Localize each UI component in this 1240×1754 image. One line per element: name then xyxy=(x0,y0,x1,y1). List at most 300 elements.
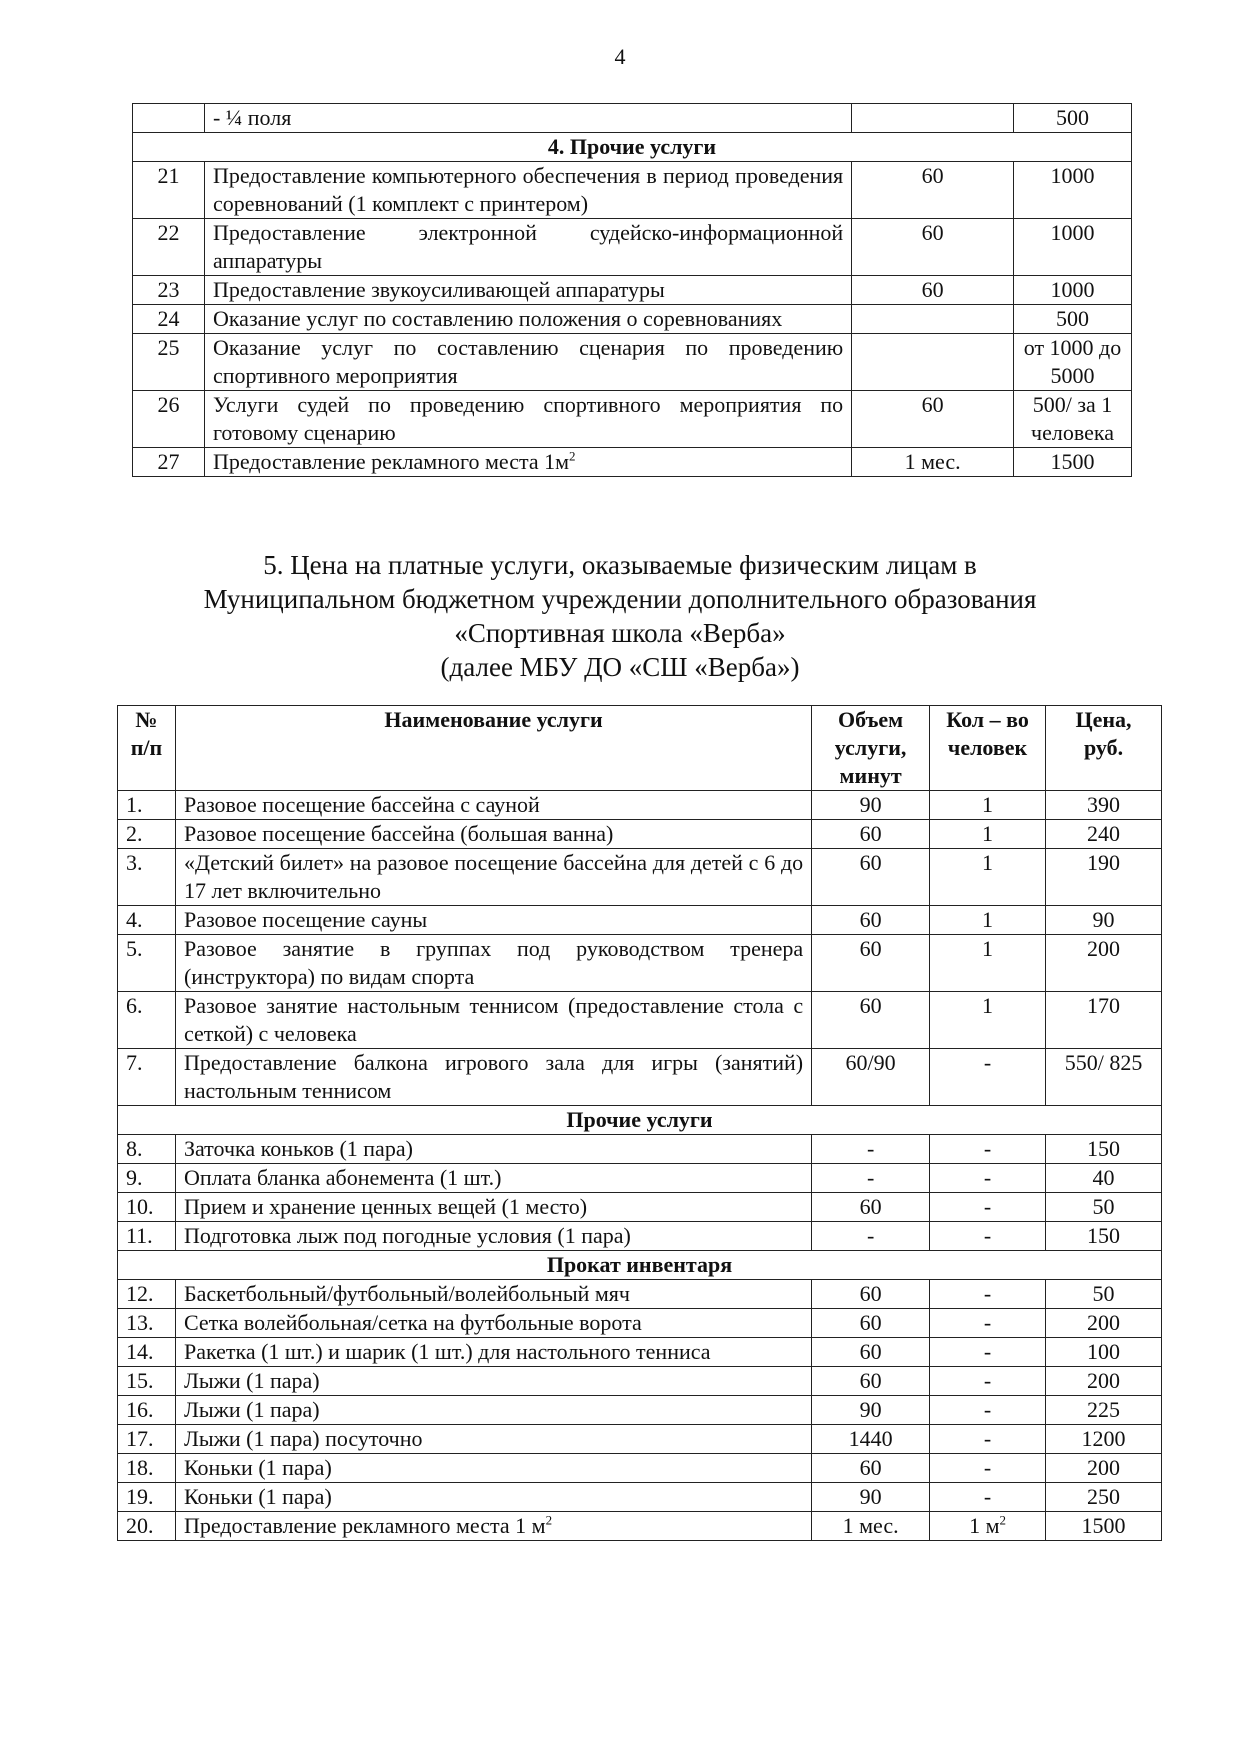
row-number xyxy=(133,276,205,305)
service-price: 500 xyxy=(1014,104,1132,133)
table-row xyxy=(133,219,1132,276)
service-price-text: 1000 xyxy=(1050,220,1095,245)
row-number-text: 2. xyxy=(126,821,143,846)
table-row xyxy=(118,906,1162,935)
people-count xyxy=(930,1135,1046,1164)
service-volume-text: 1 мес. xyxy=(904,449,961,474)
people-count-text: - xyxy=(983,1484,992,1509)
service-description-text: Лыжи (1 пара) xyxy=(183,1397,320,1422)
heading-line: «Спортивная школа «Верба» xyxy=(454,618,786,648)
service-volume xyxy=(852,305,1014,334)
service-volume-text: 60 xyxy=(859,821,882,846)
table-row xyxy=(118,1222,1162,1251)
row-number-text: 17. xyxy=(126,1426,154,1451)
service-description xyxy=(175,1367,811,1396)
people-count xyxy=(930,849,1046,906)
section-row xyxy=(133,133,1132,162)
people-count xyxy=(930,1367,1046,1396)
service-description-text: Прием и хранение ценных вещей (1 место) xyxy=(183,1194,588,1219)
people-count-text: - xyxy=(983,1426,992,1451)
service-price xyxy=(1014,162,1132,219)
service-volume xyxy=(812,791,930,820)
service-volume-text: - xyxy=(866,1136,875,1161)
row-number-text: 13. xyxy=(126,1310,154,1335)
row-number-text: 4. xyxy=(126,907,143,932)
people-count xyxy=(930,1454,1046,1483)
section-row xyxy=(118,1106,1162,1135)
section-heading xyxy=(0,548,1240,684)
service-price xyxy=(1046,1049,1162,1106)
people-count-text: - xyxy=(983,1050,992,1075)
service-description-text: Предоставление звукоусиливающей аппаратуры xyxy=(212,277,665,302)
col-header-price: Цена, руб. xyxy=(1046,706,1162,791)
people-count-text: 1 xyxy=(982,936,994,961)
service-description-text: Предоставление компьютерного обеспечения в период проведения соревнований (1 комплект с принтером) xyxy=(212,163,844,216)
people-count xyxy=(930,1280,1046,1309)
superscript: 2 xyxy=(545,1512,553,1528)
service-description xyxy=(204,334,851,391)
service-description-text: Услуги судей по проведению спортивного мероприятия по готовому сценарию xyxy=(212,392,844,445)
service-description xyxy=(175,1338,811,1367)
row-number-text: 21 xyxy=(157,163,180,188)
table-row xyxy=(118,1309,1162,1338)
service-price xyxy=(1046,1425,1162,1454)
service-price-text: 390 xyxy=(1087,792,1121,817)
service-description-text: Лыжи (1 пара) посуточно xyxy=(183,1426,423,1451)
service-description xyxy=(204,305,851,334)
service-price xyxy=(1046,992,1162,1049)
people-count-text: - xyxy=(983,1281,992,1306)
col-header-volume: Объем услуги, минут xyxy=(812,706,930,791)
table-row xyxy=(118,1483,1162,1512)
row-number xyxy=(118,849,176,906)
row-number xyxy=(118,1135,176,1164)
row-number-text: 16. xyxy=(126,1397,154,1422)
row-number xyxy=(118,1164,176,1193)
service-volume-text: 60 xyxy=(859,1281,882,1306)
row-number xyxy=(118,935,176,992)
superscript: 2 xyxy=(569,448,576,464)
row-number-text: 23 xyxy=(157,277,180,302)
service-description-text: Предоставление электронной судейско-информационной аппаратуры xyxy=(212,220,844,273)
people-count-text: 1 xyxy=(982,850,994,875)
people-count xyxy=(930,1512,1046,1541)
service-price-text: 1000 xyxy=(1050,163,1095,188)
table-row xyxy=(133,334,1132,391)
service-price xyxy=(1014,391,1132,448)
row-number-text: 22 xyxy=(157,220,180,245)
row-number-text: 12. xyxy=(126,1281,154,1306)
row-number xyxy=(133,334,205,391)
heading-line: (далее МБУ ДО «СШ «Верба») xyxy=(440,652,800,682)
people-count xyxy=(930,1338,1046,1367)
service-price-text: 1200 xyxy=(1081,1426,1126,1451)
people-count xyxy=(930,1425,1046,1454)
service-price xyxy=(1014,305,1132,334)
service-description xyxy=(204,276,851,305)
service-description xyxy=(175,1396,811,1425)
service-volume-text: 90 xyxy=(859,1484,882,1509)
service-description-text: Разовое посещение бассейна с сауной xyxy=(183,792,540,817)
service-description xyxy=(175,820,811,849)
row-number-text: 3. xyxy=(126,850,143,875)
people-count-text: - xyxy=(983,1223,992,1248)
service-volume xyxy=(812,1367,930,1396)
row-number xyxy=(133,162,205,219)
people-count xyxy=(930,1309,1046,1338)
service-volume xyxy=(852,448,1014,477)
service-volume xyxy=(812,1309,930,1338)
service-price-text: 500 xyxy=(1056,306,1089,331)
service-price-text: 225 xyxy=(1087,1397,1121,1422)
service-volume-text: 60 xyxy=(859,850,882,875)
service-description xyxy=(175,1454,811,1483)
table-row xyxy=(133,276,1132,305)
service-price-text: 1500 xyxy=(1050,449,1095,474)
service-volume xyxy=(812,1396,930,1425)
service-price xyxy=(1046,935,1162,992)
service-price xyxy=(1046,1338,1162,1367)
service-description xyxy=(175,1222,811,1251)
service-price xyxy=(1046,1280,1162,1309)
service-description-text: Разовое занятие в группах под руководством тренера (инструктора) по видам спорта xyxy=(183,936,804,989)
section-title: Прочие услуги xyxy=(118,1106,1162,1135)
service-price-text: 170 xyxy=(1087,993,1121,1018)
service-price xyxy=(1046,820,1162,849)
service-volume-text: 60 xyxy=(921,277,944,302)
row-number-text: 24 xyxy=(157,306,180,331)
row-number xyxy=(118,820,176,849)
row-number xyxy=(118,1512,176,1541)
service-description xyxy=(175,1049,811,1106)
row-number xyxy=(118,992,176,1049)
people-count xyxy=(930,1193,1046,1222)
service-description-text: Коньки (1 пара) xyxy=(183,1455,332,1480)
service-price xyxy=(1046,1512,1162,1541)
service-price xyxy=(1046,1309,1162,1338)
section-row xyxy=(118,1251,1162,1280)
service-volume xyxy=(852,219,1014,276)
service-volume xyxy=(812,1483,930,1512)
people-count-text: 1 xyxy=(982,993,994,1018)
service-description xyxy=(175,935,811,992)
service-volume-text: 60 xyxy=(859,907,882,932)
service-price xyxy=(1046,1396,1162,1425)
people-count xyxy=(930,1483,1046,1512)
service-volume xyxy=(812,849,930,906)
row-number xyxy=(133,219,205,276)
service-price-text: 50 xyxy=(1092,1281,1115,1306)
table-row xyxy=(133,391,1132,448)
people-count-text: - xyxy=(983,1397,992,1422)
service-price xyxy=(1046,1454,1162,1483)
row-number xyxy=(118,1483,176,1512)
service-description xyxy=(204,162,851,219)
section-title: Прокат инвентаря xyxy=(118,1251,1162,1280)
service-description-text: Заточка коньков (1 пара) xyxy=(183,1136,413,1161)
service-description-text: Предоставление рекламного места 1 м xyxy=(183,1513,546,1538)
people-count-text: - xyxy=(983,1165,992,1190)
service-price-text: 40 xyxy=(1092,1165,1115,1190)
service-volume-text: 1440 xyxy=(848,1426,893,1451)
row-number xyxy=(118,1280,176,1309)
service-volume xyxy=(812,1049,930,1106)
service-description-text: Разовое занятие настольным теннисом (предоставление стола с сеткой) с человека xyxy=(183,993,804,1046)
service-volume xyxy=(852,162,1014,219)
people-count xyxy=(930,1396,1046,1425)
table-row xyxy=(118,1193,1162,1222)
table-row xyxy=(118,1396,1162,1425)
service-volume xyxy=(812,935,930,992)
row-number-text: 14. xyxy=(126,1339,154,1364)
row-number-text: 5. xyxy=(126,936,143,961)
services-table-continued xyxy=(132,103,1132,477)
service-description-text: «Детский билет» на разовое посещение бассейна для детей с 6 до 17 лет включительно xyxy=(183,850,804,903)
service-description xyxy=(175,992,811,1049)
service-price-text: от 1000 до 5000 xyxy=(1023,335,1122,388)
service-price-text: 90 xyxy=(1092,907,1115,932)
row-number-text: 25 xyxy=(157,335,180,360)
superscript: 2 xyxy=(999,1512,1007,1528)
service-description: - ¼ поля xyxy=(204,104,851,133)
service-volume-text: 60/90 xyxy=(845,1050,896,1075)
service-price-text: 1500 xyxy=(1081,1513,1126,1538)
service-price-text: 200 xyxy=(1087,936,1121,961)
service-description-text: Ракетка (1 шт.) и шарик (1 шт.) для настольного тенниса xyxy=(183,1339,711,1364)
people-count xyxy=(930,1049,1046,1106)
row-number xyxy=(118,1396,176,1425)
service-price xyxy=(1046,1164,1162,1193)
service-price xyxy=(1014,276,1132,305)
people-count-text: - xyxy=(983,1368,992,1393)
service-price xyxy=(1046,1222,1162,1251)
service-description-text: Разовое посещение бассейна (большая ванна) xyxy=(183,821,614,846)
service-price-text: 200 xyxy=(1087,1455,1121,1480)
service-price-text: 100 xyxy=(1087,1339,1121,1364)
row-number xyxy=(118,1454,176,1483)
people-count-text: 1 xyxy=(982,907,994,932)
service-volume xyxy=(812,1222,930,1251)
service-volume-text: 60 xyxy=(859,1310,882,1335)
service-description xyxy=(175,791,811,820)
people-count-text: - xyxy=(983,1310,992,1335)
service-volume-text: 60 xyxy=(859,1368,882,1393)
people-count-text: 1 м xyxy=(969,1513,1000,1538)
table-row xyxy=(118,1049,1162,1106)
service-price-text: 150 xyxy=(1087,1136,1121,1161)
service-description xyxy=(175,1425,811,1454)
service-volume xyxy=(812,1193,930,1222)
service-volume-text: 60 xyxy=(859,993,882,1018)
service-price xyxy=(1014,448,1132,477)
people-count-text: - xyxy=(983,1339,992,1364)
people-count xyxy=(930,992,1046,1049)
section-title: 4. Прочие услуги xyxy=(133,133,1132,162)
page-number: 4 xyxy=(614,44,626,69)
service-price xyxy=(1014,334,1132,391)
table-row xyxy=(118,1367,1162,1396)
people-count xyxy=(930,935,1046,992)
service-description xyxy=(204,391,851,448)
table-row xyxy=(133,448,1132,477)
service-volume-text: 60 xyxy=(921,392,944,417)
service-price-text: 250 xyxy=(1087,1484,1121,1509)
people-count-text: - xyxy=(983,1194,992,1219)
service-price-text: 500/ за 1 человека xyxy=(1031,392,1114,445)
table-row xyxy=(118,1280,1162,1309)
table-row xyxy=(118,849,1162,906)
table-row xyxy=(133,104,1132,133)
table-row xyxy=(118,1338,1162,1367)
service-price-text: 150 xyxy=(1087,1223,1121,1248)
service-volume-text: 60 xyxy=(859,1339,882,1364)
service-volume xyxy=(812,1280,930,1309)
row-number-text: 10. xyxy=(126,1194,154,1219)
heading-line: Муниципальном бюджетном учреждении дополнительного образования xyxy=(203,584,1037,614)
service-volume-text: 60 xyxy=(921,220,944,245)
people-count xyxy=(930,1222,1046,1251)
service-price xyxy=(1046,1367,1162,1396)
service-description-text: Предоставление балкона игрового зала для игры (занятий) настольным теннисом xyxy=(183,1050,804,1103)
row-number xyxy=(118,906,176,935)
row-number-text: 26 xyxy=(157,392,180,417)
service-volume xyxy=(812,820,930,849)
row-number xyxy=(118,1049,176,1106)
service-volume xyxy=(812,1135,930,1164)
service-description-text: Коньки (1 пара) xyxy=(183,1484,332,1509)
service-price-text: 240 xyxy=(1087,821,1121,846)
service-price-text: 1000 xyxy=(1050,277,1095,302)
service-description xyxy=(175,1483,811,1512)
col-header-people: Кол – во человек xyxy=(930,706,1046,791)
price-table xyxy=(117,705,1162,1541)
service-volume xyxy=(852,334,1014,391)
service-volume xyxy=(812,1425,930,1454)
service-volume xyxy=(852,391,1014,448)
table-row xyxy=(118,1135,1162,1164)
service-description xyxy=(175,1309,811,1338)
service-volume-text: 60 xyxy=(921,163,944,188)
row-number-text: 6. xyxy=(126,993,143,1018)
service-volume-text: 1 мес. xyxy=(842,1513,899,1538)
row-number-text: 1. xyxy=(126,792,143,817)
service-description-text: Баскетбольный/футбольный/волейбольный мяч xyxy=(183,1281,630,1306)
service-description xyxy=(175,1135,811,1164)
row-number-text: 15. xyxy=(126,1368,154,1393)
people-count xyxy=(930,1164,1046,1193)
service-price xyxy=(1046,1135,1162,1164)
table-row xyxy=(118,791,1162,820)
service-description-text: Подготовка лыж под погодные условия (1 пара) xyxy=(183,1223,631,1248)
service-description xyxy=(175,1164,811,1193)
row-number-text: 8. xyxy=(126,1136,143,1161)
people-count xyxy=(930,791,1046,820)
people-count-text: - xyxy=(983,1455,992,1480)
header-row xyxy=(118,706,1162,791)
service-description xyxy=(204,219,851,276)
row-number-text: 7. xyxy=(126,1050,143,1075)
service-volume-text: 60 xyxy=(859,1194,882,1219)
people-count-text: - xyxy=(983,1136,992,1161)
row-number xyxy=(133,391,205,448)
table-row xyxy=(118,935,1162,992)
service-volume-text: 60 xyxy=(859,1455,882,1480)
row-number-text: 27 xyxy=(157,449,180,474)
col-header-number: № п/п xyxy=(118,706,176,791)
table-row xyxy=(118,1454,1162,1483)
service-volume xyxy=(852,276,1014,305)
table-row xyxy=(118,820,1162,849)
service-description xyxy=(204,448,851,477)
table-row xyxy=(133,162,1132,219)
table-row xyxy=(118,1425,1162,1454)
service-price xyxy=(1014,219,1132,276)
service-description-text: Оплата бланка абонемента (1 шт.) xyxy=(183,1165,502,1190)
row-number-text: 18. xyxy=(126,1455,154,1480)
row-number xyxy=(118,1193,176,1222)
service-price-text: 550/ 825 xyxy=(1064,1050,1143,1075)
people-count-text: 1 xyxy=(982,821,994,846)
table-row xyxy=(118,1512,1162,1541)
row-number xyxy=(133,305,205,334)
row-number xyxy=(118,1338,176,1367)
row-number xyxy=(118,1425,176,1454)
heading-line: 5. Цена на платные услуги, оказываемые физическим лицам в xyxy=(263,550,977,580)
service-price-text: 200 xyxy=(1087,1368,1121,1393)
service-description xyxy=(175,906,811,935)
service-description xyxy=(175,1512,811,1541)
row-number xyxy=(133,448,205,477)
service-volume-text: - xyxy=(866,1223,875,1248)
service-volume-text: 60 xyxy=(859,936,882,961)
col-header-name: Наименование услуги xyxy=(175,706,811,791)
people-count xyxy=(930,906,1046,935)
service-price xyxy=(1046,1193,1162,1222)
service-description-text: Сетка волейбольная/сетка на футбольные ворота xyxy=(183,1310,642,1335)
service-description-text: Разовое посещение сауны xyxy=(183,907,428,932)
table-row xyxy=(118,1164,1162,1193)
service-price xyxy=(1046,906,1162,935)
service-price-text: 50 xyxy=(1092,1194,1115,1219)
service-volume xyxy=(812,906,930,935)
service-price xyxy=(1046,849,1162,906)
service-price-text: 200 xyxy=(1087,1310,1121,1335)
row-number-text: 11. xyxy=(126,1223,153,1248)
table-row xyxy=(118,992,1162,1049)
service-price-text: 190 xyxy=(1087,850,1121,875)
row-number xyxy=(118,1309,176,1338)
service-price xyxy=(1046,791,1162,820)
service-volume-text: 90 xyxy=(859,1397,882,1422)
service-volume xyxy=(812,1454,930,1483)
service-description xyxy=(175,849,811,906)
row-number-text: 20. xyxy=(126,1513,154,1538)
service-description-text: Предоставление рекламного места 1м xyxy=(212,449,570,474)
row-number-text: 19. xyxy=(126,1484,154,1509)
people-count xyxy=(930,820,1046,849)
table-row xyxy=(133,305,1132,334)
service-description-text: Оказание услуг по составлению положения о соревнованиях xyxy=(212,306,783,331)
row-number-text: 9. xyxy=(126,1165,143,1190)
service-description xyxy=(175,1280,811,1309)
service-volume-text: - xyxy=(866,1165,875,1190)
row-number xyxy=(118,791,176,820)
row-number xyxy=(118,1367,176,1396)
service-price xyxy=(1046,1483,1162,1512)
service-description-text: Лыжи (1 пара) xyxy=(183,1368,320,1393)
service-description xyxy=(175,1193,811,1222)
service-volume-text: 90 xyxy=(859,792,882,817)
